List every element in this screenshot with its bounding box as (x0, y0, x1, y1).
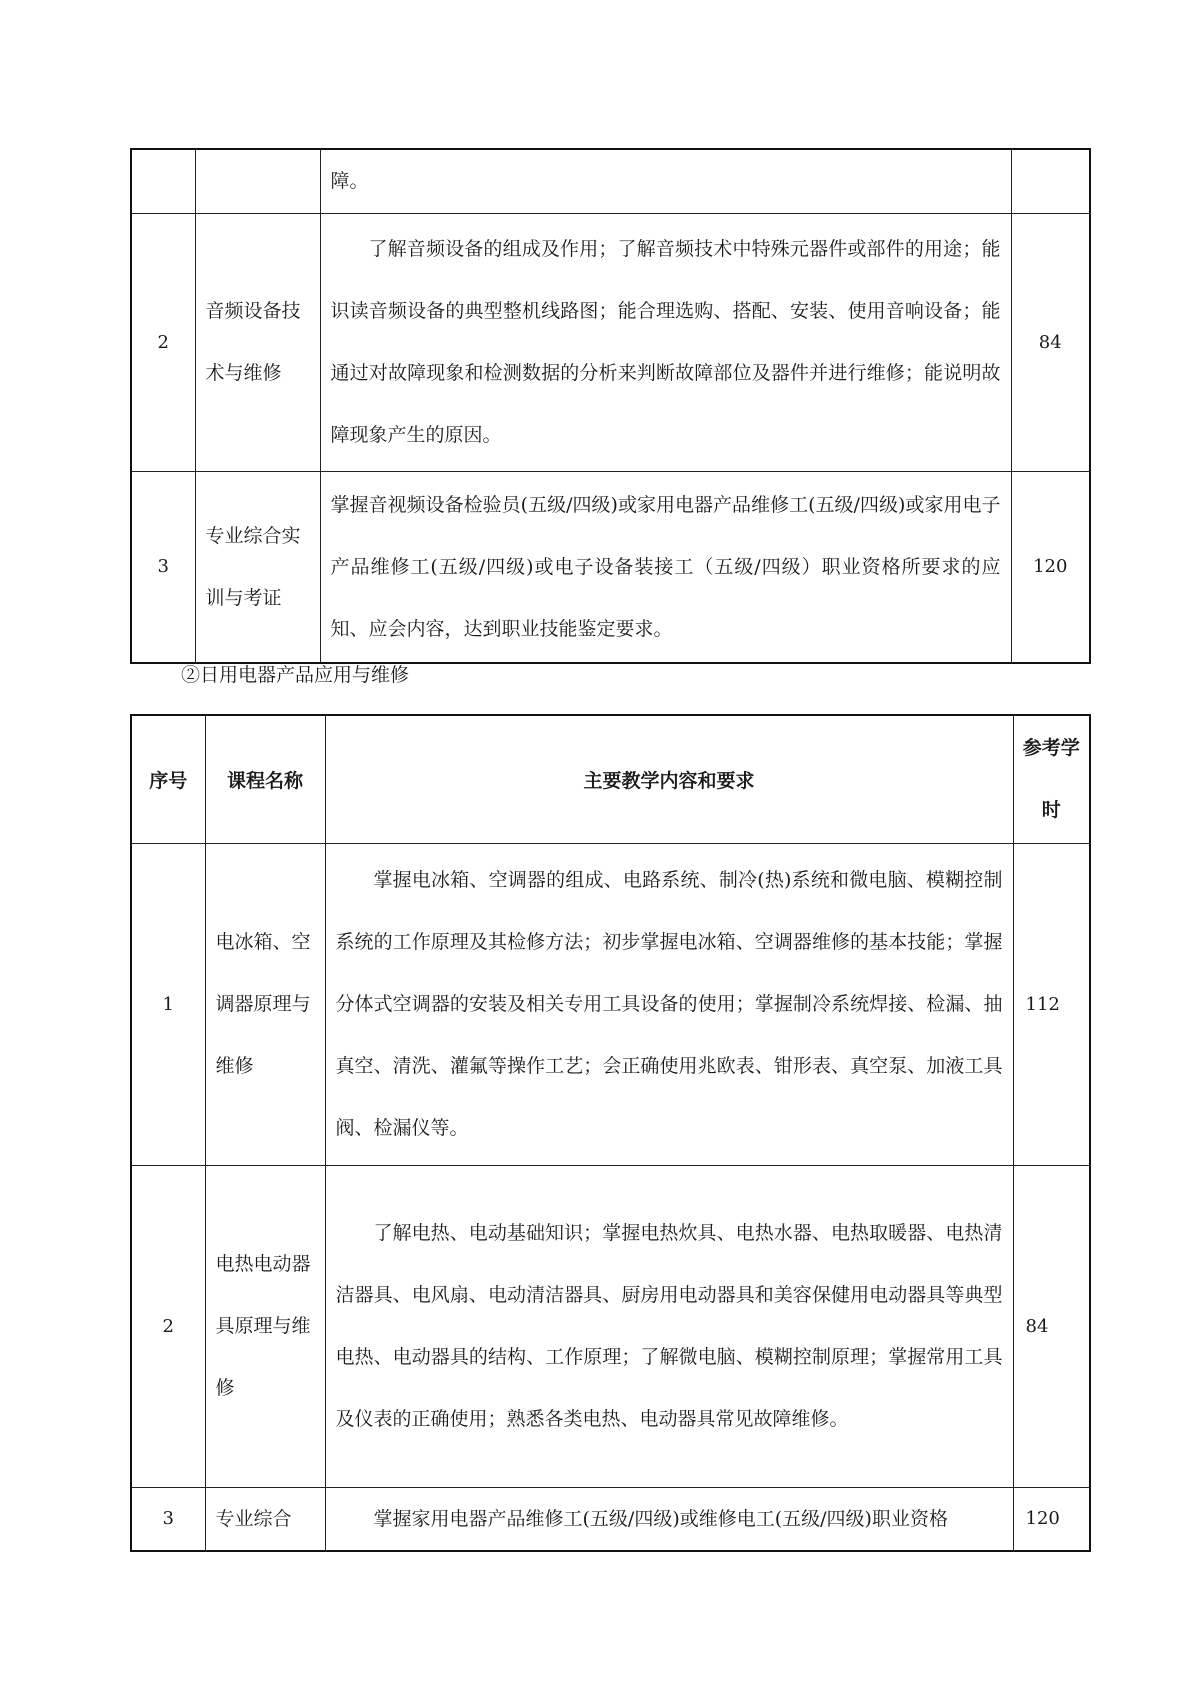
course-table-audio-video (130, 148, 1091, 664)
row-number (131, 149, 195, 213)
course-name: 专业综合实训与考证 (195, 471, 320, 663)
table-row (131, 1165, 1090, 1487)
course-content: 了解电热、电动基础知识；掌握电热炊具、电热水器、电热取暖器、电热清洁器具、电风扇、电动清洁器具、厨房用电动器具和美容保健用电动器具等典型电热、电动器具的结构、工作原理；了解微电脑、模糊控制原理；掌握常用工具及仪表的正确使用；熟悉各类电热、电动器具常见故障维修。 (325, 1165, 1013, 1487)
course-content: 障。 (320, 149, 1011, 213)
course-name (195, 149, 320, 213)
course-hours: 120 (1011, 471, 1090, 663)
course-name: 专业综合 (205, 1487, 325, 1551)
course-name: 电冰箱、空调器原理与维修 (205, 843, 325, 1165)
course-table-appliances (130, 714, 1091, 1552)
table-row (131, 471, 1090, 663)
course-hours: 112 (1013, 843, 1090, 1165)
table-row (131, 149, 1090, 213)
course-hours: 84 (1011, 213, 1090, 471)
course-name: 音频设备技术与维修 (195, 213, 320, 471)
table-row (131, 1487, 1090, 1551)
header-hours (1013, 715, 1090, 843)
course-hours: 84 (1013, 1165, 1090, 1487)
course-content: 掌握音视频设备检验员(五级/四级)或家用电器产品维修工(五级/四级)或家用电子产品维修工(五级/四级)或电子设备装接工（五级/四级）职业资格所要求的应知、应会内容，达到职业技能鉴定要求。 (320, 471, 1011, 663)
header-hours-label: 参考学时 (1022, 737, 1080, 822)
table-row (131, 213, 1090, 471)
header-course-name: 课程名称 (205, 715, 325, 843)
course-hours (1011, 149, 1090, 213)
row-number: 2 (131, 1165, 205, 1487)
course-hours: 120 (1013, 1487, 1090, 1551)
row-number: 2 (131, 213, 195, 471)
table-header-row (131, 715, 1090, 843)
course-content: 掌握电冰箱、空调器的组成、电路系统、制冷(热)系统和微电脑、模糊控制系统的工作原理及其检修方法；初步掌握电冰箱、空调器维修的基本技能；掌握分体式空调器的安装及相关专用工具设备的使用；掌握制冷系统焊接、检漏、抽真空、清洗、灌氟等操作工艺；会正确使用兆欧表、钳形表、真空泵、加液工具阀、检漏仪等。 (325, 843, 1013, 1165)
row-number: 1 (131, 843, 205, 1165)
row-number: 3 (131, 1487, 205, 1551)
table-row (131, 843, 1090, 1165)
section-caption: ②日用电器产品应用与维修 (181, 664, 410, 686)
row-number: 3 (131, 471, 195, 663)
header-number: 序号 (131, 715, 205, 843)
course-name: 电热电动器具原理与维修 (205, 1165, 325, 1487)
course-content: 掌握家用电器产品维修工(五级/四级)或维修电工(五级/四级)职业资格 (325, 1487, 1013, 1551)
header-content: 主要教学内容和要求 (325, 715, 1013, 843)
course-content: 了解音频设备的组成及作用；了解音频技术中特殊元器件或部件的用途；能识读音频设备的典型整机线路图；能合理选购、搭配、安装、使用音响设备；能通过对故障现象和检测数据的分析来判断故障部位及器件并进行维修；能说明故障现象产生的原因。 (320, 213, 1011, 471)
